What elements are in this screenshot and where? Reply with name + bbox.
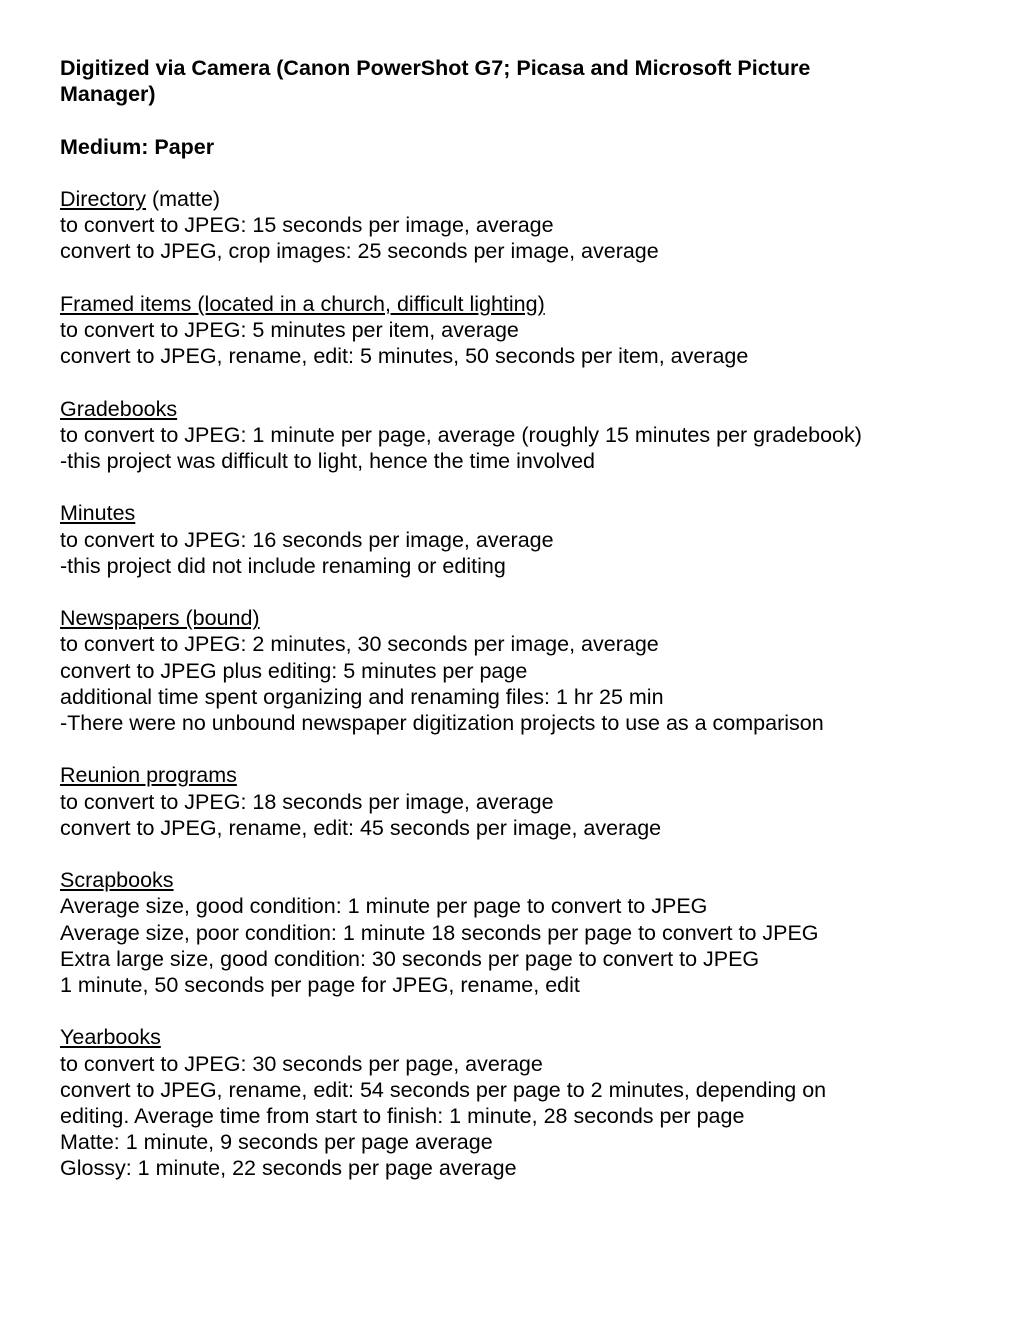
section-heading: Yearbooks (60, 1025, 161, 1050)
section (60, 1024, 960, 1181)
section (60, 762, 960, 841)
section-heading: Newspapers (bound) (60, 606, 260, 631)
section-heading-line (60, 605, 960, 631)
section-line: Matte: 1 minute, 9 seconds per page average (60, 1130, 493, 1155)
section-line: -There were no unbound newspaper digitization projects to use as a comparison (60, 710, 824, 735)
section-line: to convert to JPEG: 16 seconds per image, average (60, 527, 554, 552)
section-line: to convert to JPEG: 18 seconds per image, average (60, 789, 554, 814)
section-line: to convert to JPEG: 15 seconds per image, average (60, 213, 554, 238)
section-line: to convert to JPEG: 5 minutes per item, average (60, 317, 519, 342)
section-line: Average size, poor condition: 1 minute 18 seconds per page to convert to JPEG (60, 920, 819, 945)
section (60, 605, 960, 736)
section-line: to convert to JPEG: 30 seconds per page, average (60, 1051, 543, 1076)
section (60, 396, 960, 475)
section (60, 500, 960, 579)
section-heading: Minutes (60, 501, 136, 526)
section-line: editing. Average time from start to finish: 1 minute, 28 seconds per page (60, 1103, 745, 1128)
section-heading-suffix: (matte) (146, 186, 221, 211)
section-line: Extra large size, good condition: 30 seconds per page to convert to JPEG (60, 946, 760, 971)
section-heading-line (60, 1024, 960, 1050)
section-line: convert to JPEG plus editing: 5 minutes per page (60, 658, 528, 683)
section-heading-line (60, 500, 960, 526)
section-line: convert to JPEG, rename, edit: 5 minutes, 50 seconds per item, average (60, 344, 749, 369)
section (60, 867, 960, 998)
document-page (60, 55, 960, 1182)
section-line: convert to JPEG, rename, edit: 45 seconds per image, average (60, 815, 662, 840)
section-line: convert to JPEG, crop images: 25 seconds per image, average (60, 239, 659, 264)
section-line: additional time spent organizing and renaming files: 1 hr 25 min (60, 684, 664, 709)
section-line: -this project was difficult to light, hence the time involved (60, 448, 595, 473)
section-heading: Gradebooks (60, 396, 178, 421)
section-line: convert to JPEG, rename, edit: 54 seconds per page to 2 minutes, depending on (60, 1077, 827, 1102)
section-line: to convert to JPEG: 1 minute per page, average (roughly 15 minutes per gradebook) (60, 422, 862, 447)
sections-container (60, 186, 960, 1182)
section-heading-line (60, 291, 960, 317)
section-heading-line (60, 186, 960, 212)
title-line-2: Manager) (60, 82, 156, 107)
section-heading: Framed items (located in a church, difficult lighting) (60, 291, 545, 316)
section-line: 1 minute, 50 seconds per page for JPEG, rename, edit (60, 972, 580, 997)
document-title (60, 55, 960, 107)
section-heading-line (60, 396, 960, 422)
section (60, 291, 960, 370)
section-heading: Scrapbooks (60, 868, 174, 893)
section-line: to convert to JPEG: 2 minutes, 30 seconds per image, average (60, 632, 659, 657)
section-line: Glossy: 1 minute, 22 seconds per page average (60, 1156, 517, 1181)
title-line-1: Digitized via Camera (Canon PowerShot G7; Picasa and Microsoft Picture (60, 56, 811, 80)
section-heading-line (60, 762, 960, 788)
section-heading: Directory (60, 186, 147, 211)
medium-label: Medium: Paper (60, 134, 215, 159)
section (60, 186, 960, 265)
section-heading-line (60, 867, 960, 893)
section-line: -this project did not include renaming or editing (60, 553, 506, 578)
section-line: Average size, good condition: 1 minute per page to convert to JPEG (60, 894, 708, 919)
section-heading: Reunion programs (60, 763, 237, 788)
